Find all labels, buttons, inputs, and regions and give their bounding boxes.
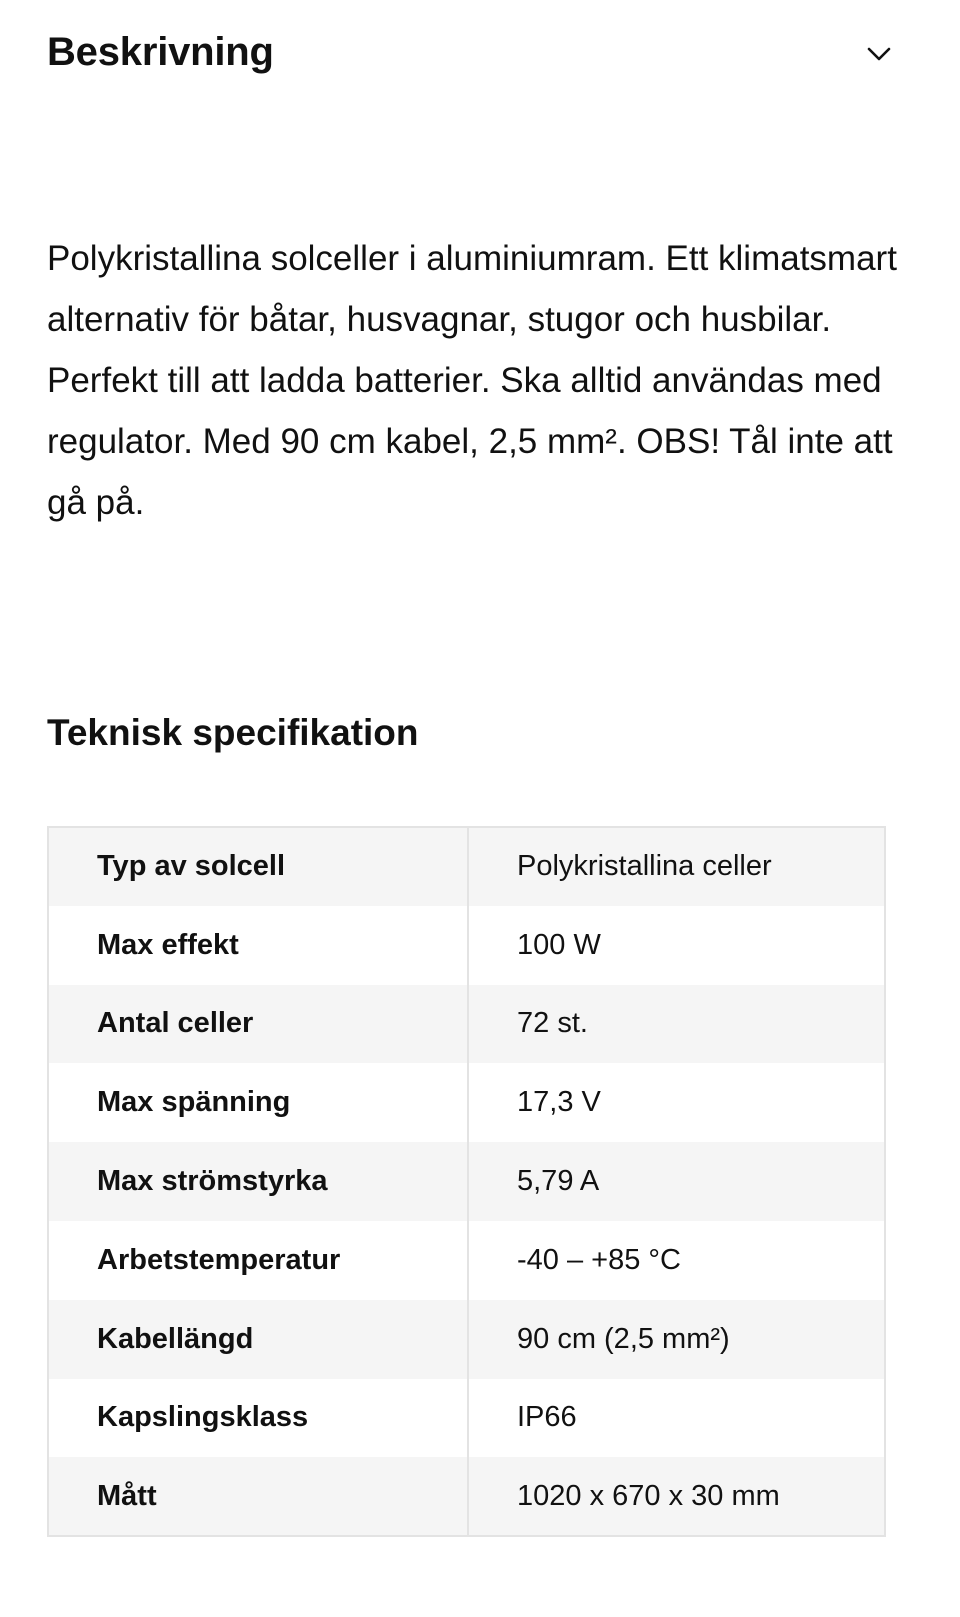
chevron-down-icon[interactable] [859,34,899,74]
spec-label: Kabellängd [48,1300,468,1379]
spec-label: Max effekt [48,906,468,985]
spec-value: 1020 x 670 x 30 mm [517,1479,780,1512]
spec-value: 17,3 V [517,1086,601,1119]
spec-value: 5,79 A [517,1165,600,1198]
spec-row [48,1221,885,1300]
spec-row [48,1300,885,1379]
spec-label: Mått [48,1457,468,1536]
spec-value: IP66 [517,1401,577,1434]
description-title: Beskrivning [47,30,274,74]
spec-row [48,1063,885,1142]
spec-label: Typ av solcell [48,827,468,906]
spec-row [48,1379,885,1458]
spec-value: 100 W [517,928,601,961]
spec-label: Antal celler [48,985,468,1064]
spec-value: -40 – +85 °C [517,1243,681,1276]
spec-label: Arbetstemperatur [48,1221,468,1300]
spec-row [48,1142,885,1221]
spec-row [48,827,885,906]
spec-table [47,826,886,1537]
spec-row [48,906,885,985]
spec-label: Max strömstyrka [48,1142,468,1221]
spec-title: Teknisk specifikation [47,712,419,753]
spec-value: Polykristallina celler [517,850,772,883]
spec-row [48,985,885,1064]
description-text: Polykristallina solceller i aluminiumram. Ett klimatsmart alternativ för båtar, husvagnar, stugor och husbilar. Perfekt till att ladda batterier. Ska alltid användas med regulator. Med 90 cm kabel, 2,5 mm². OBS! Tål inte att gå på. [47,239,897,522]
spec-label: Kapslingsklass [48,1379,468,1458]
description-accordion-header[interactable] [47,26,907,82]
spec-value: 90 cm (2,5 mm²) [517,1322,730,1355]
spec-value: 72 st. [517,1007,588,1040]
spec-label: Max spänning [48,1063,468,1142]
spec-row [48,1457,885,1536]
